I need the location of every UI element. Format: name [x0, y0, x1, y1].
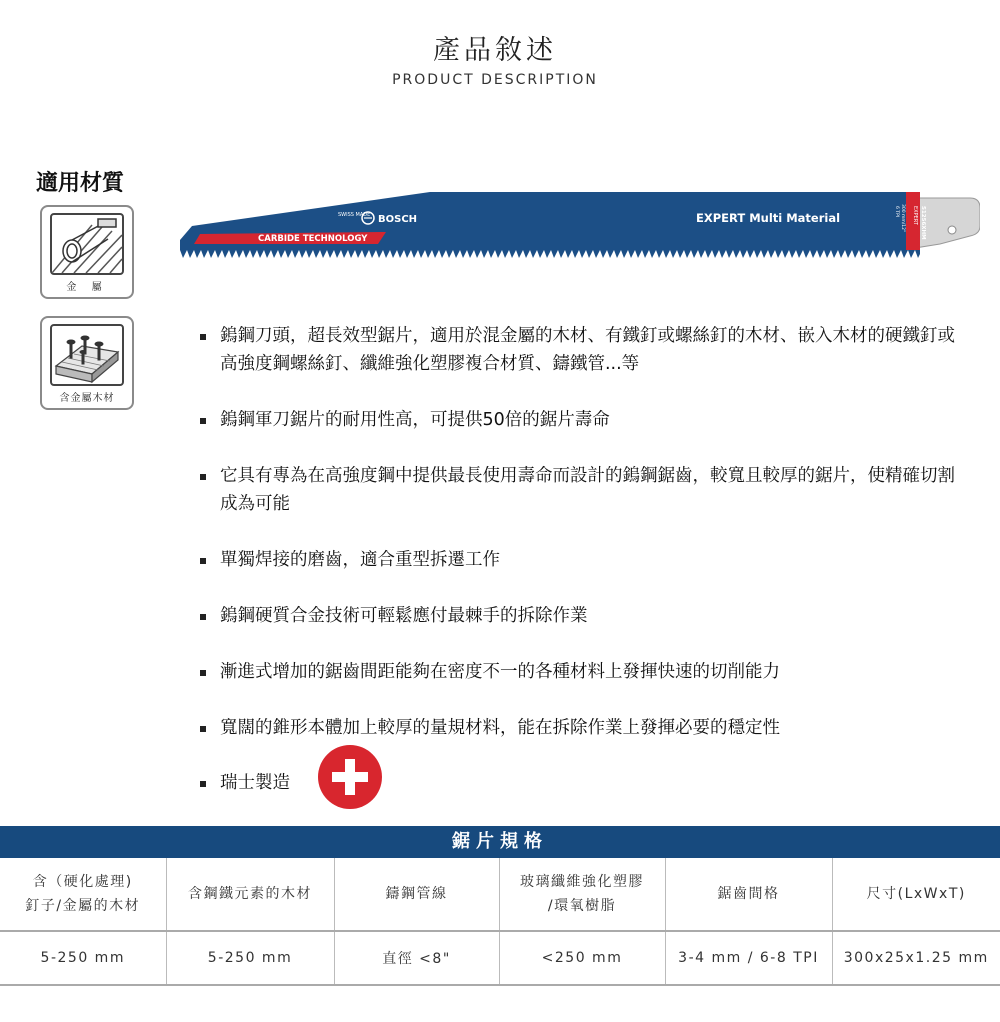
- feature-list: [200, 322, 960, 797]
- blade-size-text: 300 mm/12": [900, 204, 905, 233]
- material-card-nailed-wood: [40, 316, 134, 410]
- feature-item: 它具有專為在高強度鋼中提供最長使用壽命而設計的鎢鋼鋸齒，較寬且較厚的鋸片，使精確切割成為可能: [200, 462, 960, 518]
- feature-item: 單獨焊接的磨齒，適合重型拆遷工作: [200, 546, 960, 574]
- swiss-cross-icon: [318, 745, 382, 809]
- spec-col-header-line: 含鋼鐵元素的木材: [188, 886, 312, 902]
- spec-heading: 鋸片規格: [0, 826, 1000, 858]
- spec-value-cell: 直徑 <8": [334, 931, 499, 985]
- spec-value-row: [0, 931, 1000, 985]
- spec-header-row: [0, 858, 1000, 931]
- blade-swiss-made-text: SWISS MADE: [338, 212, 371, 218]
- feature-item: 瑞士製造: [200, 769, 960, 797]
- spec-table: [0, 858, 1000, 986]
- materials-heading: 適用材質: [36, 171, 125, 196]
- blade-brand-text: BOSCH: [378, 214, 418, 225]
- blade-tpi-text: 6 TPI: [894, 206, 899, 218]
- page-title: 產品敘述: [433, 35, 557, 66]
- blade-model-text: S1256XHM: [920, 206, 926, 240]
- material-label-metal: 金 屬: [66, 282, 108, 293]
- spec-col-header-line: /環氧樹脂: [547, 898, 617, 914]
- spec-value-cell: 300x25x1.25 mm: [832, 931, 1000, 985]
- nailed-wood-icon: [50, 324, 124, 386]
- spec-col-header-line: 玻璃纖維強化塑膠: [520, 874, 644, 890]
- spec-col-header: [0, 858, 166, 931]
- metal-pipe-icon: [50, 213, 124, 275]
- spec-col-header-line: 尺寸(LxWxT): [866, 886, 966, 902]
- spec-value-cell: 5-250 mm: [0, 931, 166, 985]
- blade-line-text: EXPERT: [912, 206, 918, 225]
- saw-blade-image: [180, 186, 980, 266]
- feature-item: 鎢鋼刀頭，超長效型鋸片，適用於混金屬的木材、有鐵釘或螺絲釘的木材、嵌入木材的硬鐵釘或高強度鋼螺絲釘、纖維強化塑膠複合材質、鑄鐵管...等: [200, 322, 960, 378]
- spec-col-header-line: 鑄鋼管線: [385, 886, 448, 902]
- blade-product-text: EXPERT Multi Material: [696, 211, 841, 225]
- spec-col-header-line: 鋸齒間格: [717, 886, 780, 902]
- feature-item: 寬闊的錐形本體加上較厚的量規材料，能在拆除作業上發揮必要的穩定性: [200, 714, 960, 742]
- material-card-metal: [40, 205, 134, 299]
- blade-tech-text: CARBIDE TECHNOLOGY: [258, 234, 368, 244]
- feature-item: 漸進式增加的鋸齒間距能夠在密度不一的各種材料上發揮快速的切削能力: [200, 658, 960, 686]
- spec-col-header-line: 釘子/金屬的木材: [25, 898, 141, 914]
- spec-col-header-line: 含（硬化處理): [32, 874, 133, 890]
- spec-col-header: [166, 858, 334, 931]
- spec-col-header: [665, 858, 832, 931]
- spec-col-header: [832, 858, 1000, 931]
- spec-col-header: [334, 858, 499, 931]
- page-subtitle: PRODUCT DESCRIPTION: [392, 72, 598, 88]
- spec-value-cell: 5-250 mm: [166, 931, 334, 985]
- spec-col-header: [499, 858, 665, 931]
- spec-value-cell: <250 mm: [499, 931, 665, 985]
- feature-item: 鎢鋼軍刀鋸片的耐用性高，可提供50倍的鋸片壽命: [200, 406, 960, 434]
- material-label-nailed-wood: 含金屬木材: [59, 393, 115, 404]
- feature-item: 鎢鋼硬質合金技術可輕鬆應付最棘手的拆除作業: [200, 602, 960, 630]
- spec-value-cell: 3-4 mm / 6-8 TPI: [665, 931, 832, 985]
